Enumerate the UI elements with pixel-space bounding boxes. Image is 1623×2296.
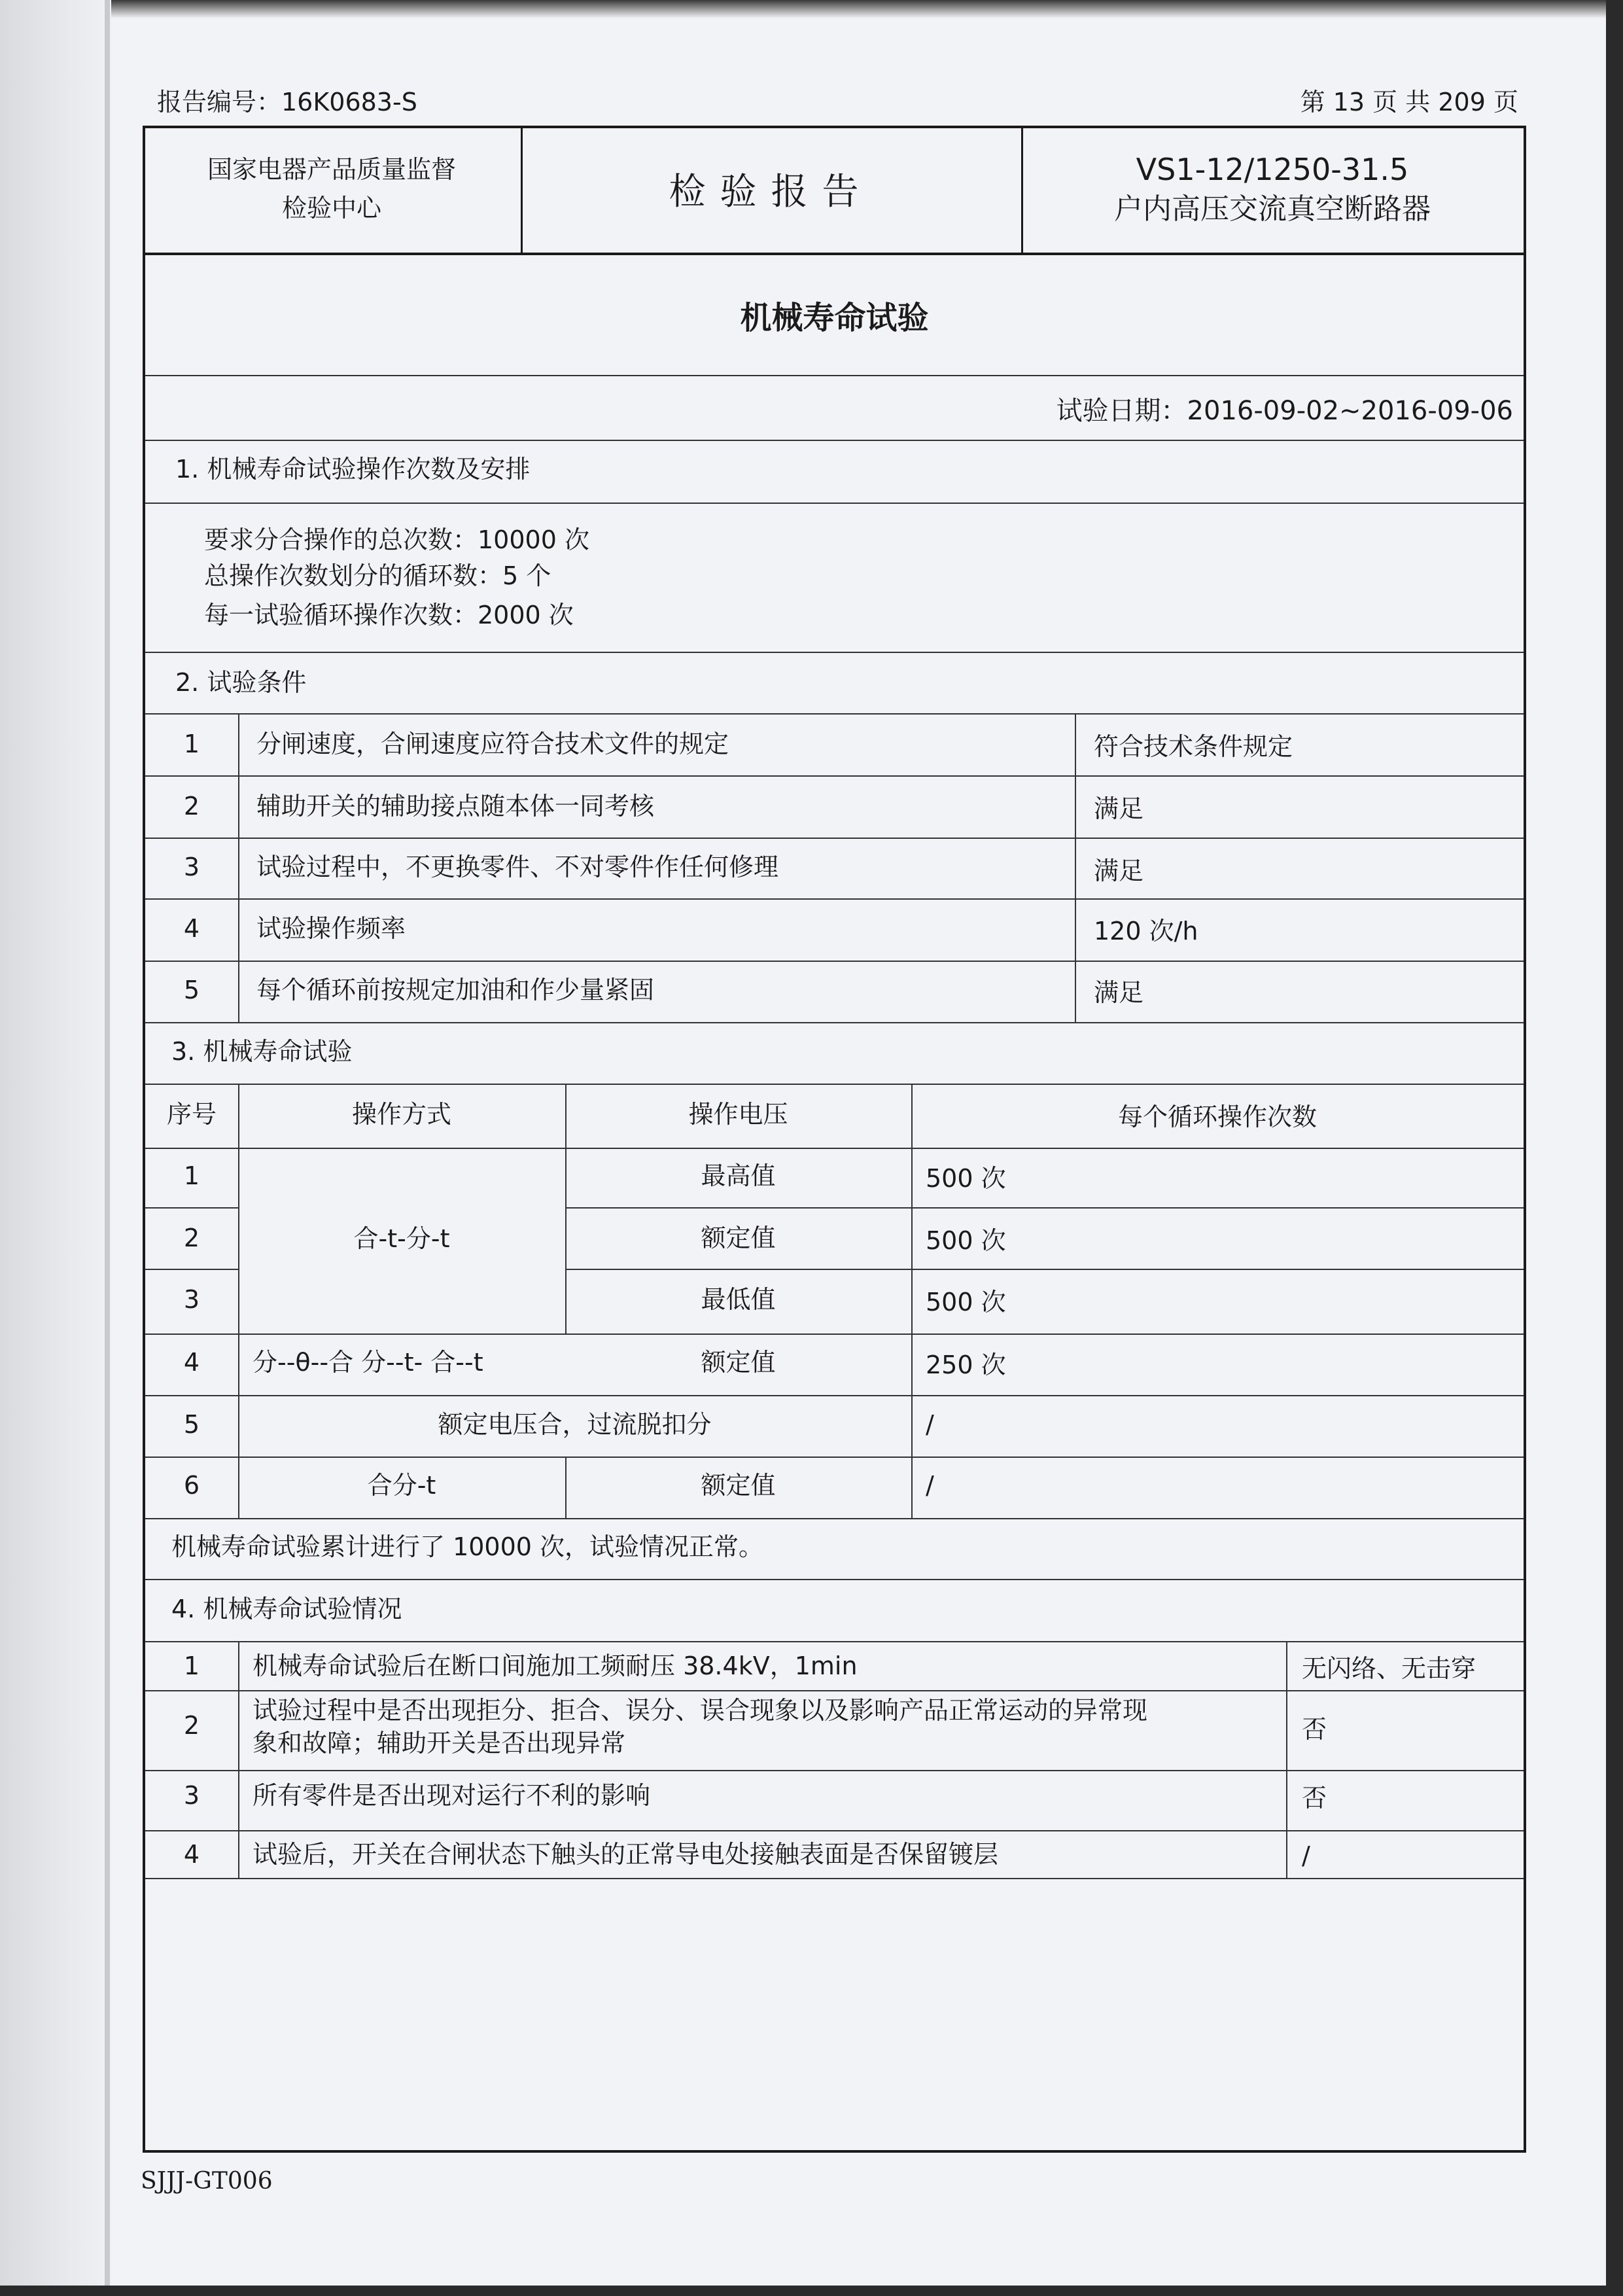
- table-row-line: [145, 1518, 1524, 1519]
- table-row-line: [145, 775, 1524, 777]
- table-row-line: [145, 961, 1524, 962]
- s3-row-no: 2: [183, 1224, 200, 1252]
- s3-header-no: 序号: [166, 1100, 217, 1129]
- page-indicator: [1300, 82, 1518, 118]
- page-spine: [105, 0, 110, 2296]
- scan-top-shadow: [111, 0, 1623, 18]
- s3-header-mode: 操作方式: [351, 1100, 451, 1129]
- s3-row-mode: 额定电压合，过流脱扣分: [438, 1410, 712, 1439]
- s3-row-voltage: 额定值: [701, 1224, 776, 1252]
- section-title: 机械寿命试验: [740, 300, 929, 336]
- table-row-line: [145, 838, 1524, 839]
- report-number: 报告编号：16K0683-S: [157, 88, 417, 116]
- report-header-row: [143, 126, 1526, 255]
- s3-header-count: 每个循环操作次数: [1117, 1103, 1317, 1131]
- s2-row-item: 每个循环前按规定加油和作少量紧固: [256, 976, 655, 1004]
- s1-line: 每一试验循环操作次数：2000 次: [204, 601, 574, 629]
- divider: [145, 652, 1524, 653]
- page-prefix: 第: [1300, 88, 1325, 116]
- s3-row-count: 500 次: [926, 1164, 1006, 1193]
- s1-line: 要求分合操作的总次数：10000 次: [204, 525, 589, 554]
- s3-summary: 机械寿命试验累计进行了 10000 次，试验情况正常。: [171, 1532, 764, 1561]
- s2-row-result: 满足: [1094, 857, 1144, 885]
- product-model: VS1-12/1250-31.5: [1136, 152, 1409, 188]
- s2-row-result: 满足: [1094, 978, 1144, 1007]
- s3-row-mode: 分--θ--合 分--t- 合--t: [253, 1348, 483, 1377]
- document-title: 检验报告: [521, 126, 1023, 253]
- divider: [145, 1641, 1524, 1642]
- s2-row-item: 分闸速度，合闸速度应符合技术文件的规定: [256, 730, 729, 758]
- org-line-1: 国家电器产品质量监督: [207, 155, 456, 185]
- s4-row-result: 无闪络、无击穿: [1302, 1654, 1476, 1683]
- s4-title: 4. 机械寿命试验情况: [171, 1595, 402, 1623]
- s3-row-no: 3: [183, 1285, 200, 1314]
- s3-row-voltage: 额定值: [701, 1348, 776, 1377]
- s4-row-result: /: [1302, 1841, 1310, 1870]
- divider: [145, 503, 1524, 504]
- s4-row-no: 3: [183, 1781, 200, 1810]
- table-row-line: [145, 1269, 238, 1270]
- table-row-line: [565, 1269, 1524, 1270]
- divider: [145, 1022, 1524, 1023]
- s4-row-item: 所有零件是否出现对运行不利的影响: [253, 1781, 651, 1810]
- table-row-line: [145, 1830, 1524, 1831]
- divider: [145, 1084, 1524, 1085]
- s2-row-no: 1: [183, 730, 200, 758]
- s4-row-no: 1: [183, 1651, 200, 1680]
- s2-row-item: 试验过程中，不更换零件、不对零件作任何修理: [256, 853, 779, 881]
- s2-row-no: 3: [183, 853, 200, 881]
- s3-row-no: 5: [183, 1410, 200, 1439]
- s4-row-item: 机械寿命试验后在断口间施加工频耐压 38.4kV，1min: [253, 1651, 858, 1680]
- page-mid: 页 共: [1372, 88, 1431, 116]
- test-date: 试验日期：2016-09-02~2016-09-06: [1056, 396, 1513, 426]
- s4-row-item: 试验后，开关在合闸状态下触头的正常导电处接触表面是否保留镀层: [253, 1840, 999, 1869]
- s3-row-count: 250 次: [926, 1351, 1006, 1379]
- product-name: 户内高压交流真空断路器: [1114, 192, 1431, 226]
- page-number: 13: [1333, 88, 1365, 116]
- table-row-line: [145, 1690, 1524, 1691]
- s3-title: 3. 机械寿命试验: [171, 1037, 353, 1066]
- scan-right-edge: [1606, 0, 1623, 2296]
- s3-row-no: 4: [183, 1348, 200, 1377]
- s3-row-count: 500 次: [926, 1288, 1006, 1316]
- s4-row-result: 否: [1302, 1715, 1327, 1744]
- s2-row-result: 满足: [1094, 794, 1144, 823]
- binding-shadow: [0, 0, 111, 2296]
- table-row-line: [145, 898, 1524, 900]
- s2-row-no: 2: [183, 792, 200, 821]
- s3-row-count: /: [926, 1471, 934, 1500]
- page-total: 209: [1438, 88, 1486, 116]
- issuing-organization: [143, 126, 523, 253]
- divider: [145, 713, 1524, 715]
- s3-row-count: /: [926, 1410, 934, 1439]
- divider: [145, 440, 1524, 441]
- table-row-line: [145, 1770, 1524, 1771]
- table-col-line: [1075, 713, 1076, 1022]
- table-row-line: [145, 1395, 1524, 1396]
- s2-row-item: 辅助开关的辅助接点随本体一同考核: [256, 792, 655, 821]
- s2-row-no: 4: [183, 914, 200, 943]
- s4-row-item-line2: 象和故障；辅助开关是否出现异常: [253, 1729, 626, 1757]
- table-col-line: [238, 1641, 239, 1878]
- s1-title: 1. 机械寿命试验操作次数及安排: [175, 455, 531, 484]
- s2-row-result: 符合技术条件规定: [1094, 732, 1293, 761]
- table-row-line: [565, 1207, 1524, 1209]
- table-row-line: [145, 1878, 1524, 1879]
- s3-row-voltage: 最高值: [701, 1161, 776, 1190]
- page-suffix: 页: [1493, 88, 1518, 116]
- scan-bottom-edge: [0, 2286, 1623, 2296]
- s2-title: 2. 试验条件: [175, 668, 307, 697]
- s3-header-voltage: 操作电压: [688, 1100, 788, 1129]
- s2-row-item: 试验操作频率: [256, 914, 406, 943]
- s3-row-mode: 合分-t: [367, 1471, 436, 1500]
- table-row-line: [145, 1333, 1524, 1335]
- s4-row-result: 否: [1302, 1784, 1327, 1812]
- divider: [145, 1579, 1524, 1580]
- table-row-line: [145, 1457, 1524, 1458]
- s3-row-no: 1: [183, 1161, 200, 1190]
- s1-line: 总操作次数划分的循环数：5 个: [204, 561, 551, 590]
- s3-row-voltage: 额定值: [701, 1471, 776, 1500]
- s3-row-voltage: 最低值: [701, 1285, 776, 1314]
- divider: [145, 375, 1524, 376]
- s3-mode-group: 合-t-分-t: [353, 1224, 450, 1253]
- s4-row-no: 4: [183, 1840, 200, 1869]
- org-line-2: 检验中心: [281, 194, 381, 222]
- s2-row-no: 5: [183, 976, 200, 1004]
- table-row-line: [145, 1207, 238, 1209]
- s4-row-no: 2: [183, 1711, 200, 1740]
- s2-row-result: 120 次/h: [1094, 917, 1198, 945]
- table-col-line: [1286, 1641, 1287, 1878]
- table-row-line: [145, 1148, 1524, 1149]
- s3-row-no: 6: [183, 1471, 200, 1500]
- table-col-line: [238, 713, 239, 1022]
- form-code: SJJJ-GT006: [141, 2168, 273, 2195]
- product-cell: [1021, 126, 1524, 253]
- s3-row-count: 500 次: [926, 1226, 1006, 1255]
- s4-row-item-line1: 试验过程中是否出现拒分、拒合、误分、误合现象以及影响产品正常运动的异常现: [253, 1696, 1148, 1725]
